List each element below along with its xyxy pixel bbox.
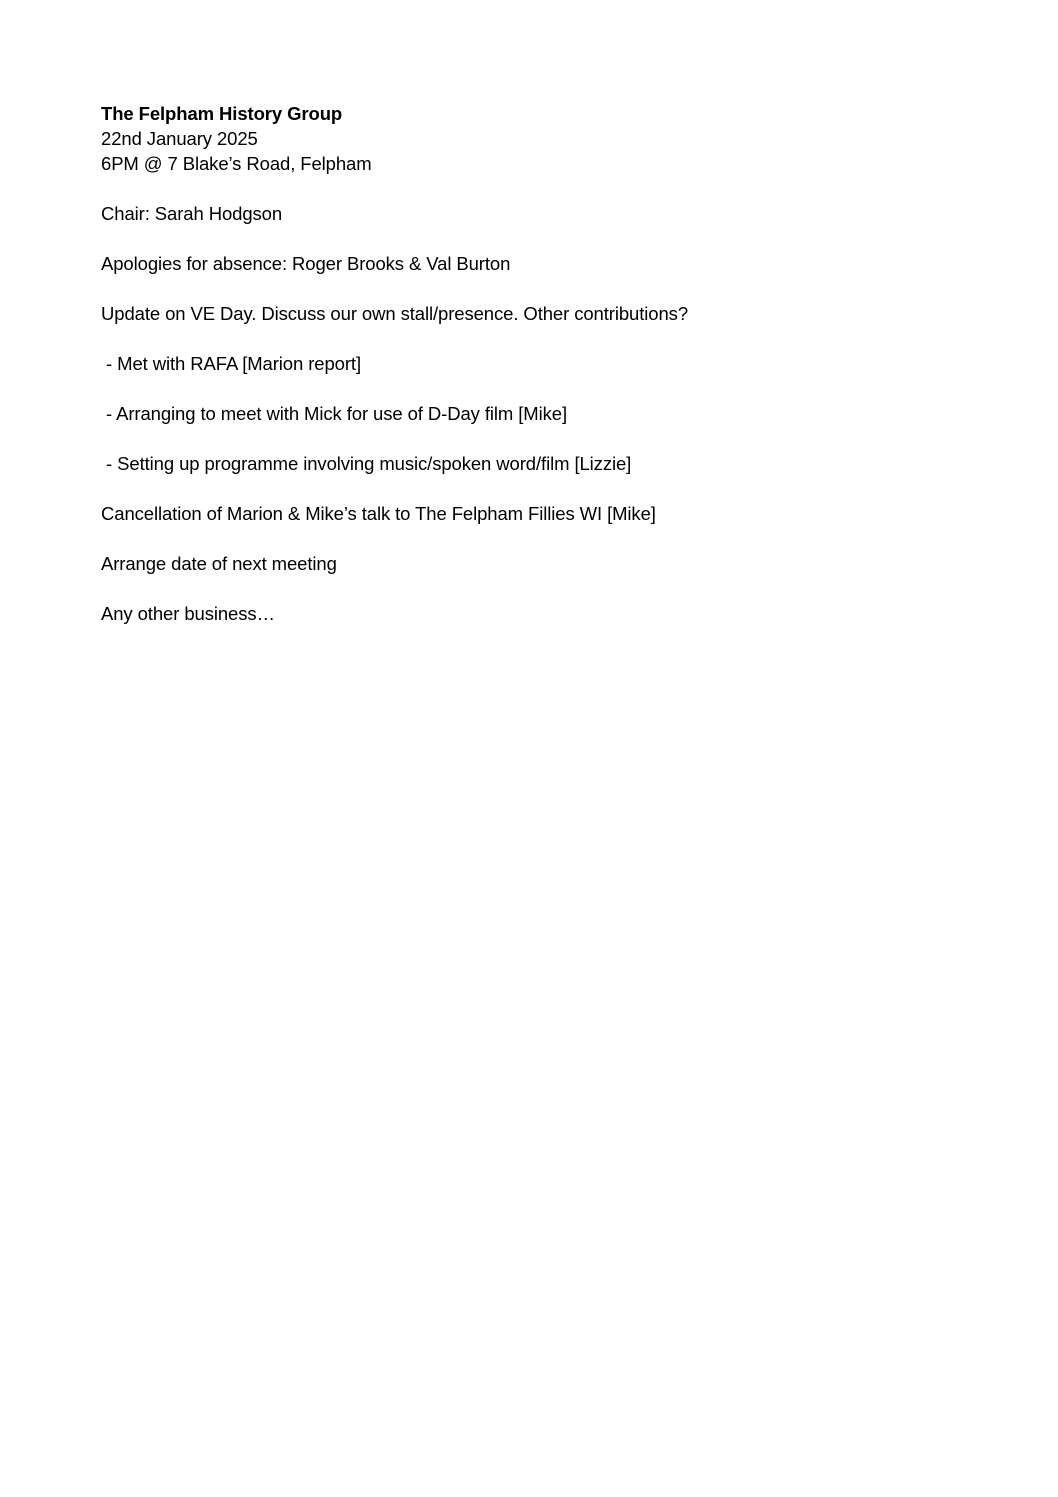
- agenda-item: Any other business…: [101, 603, 275, 624]
- agenda-content: [101, 101, 961, 626]
- agenda-item: Update on VE Day. Discuss our own stall/presence. Other contributions?: [101, 303, 689, 324]
- spacer: [101, 176, 961, 201]
- spacer: [101, 526, 961, 551]
- spacer: [101, 276, 961, 301]
- chair-line: Chair: Sarah Hodgson: [101, 203, 283, 224]
- agenda-item: Cancellation of Marion & Mike’s talk to The Felpham Fillies WI [Mike]: [101, 503, 656, 524]
- meeting-time-location: 6PM @ 7 Blake’s Road, Felpham: [101, 153, 372, 174]
- document-title: The Felpham History Group: [101, 103, 343, 124]
- apologies-line: Apologies for absence: Roger Brooks & Val Burton: [101, 253, 511, 274]
- agenda-subitem: - Setting up programme involving music/spoken word/film [Lizzie]: [101, 453, 632, 474]
- spacer: [101, 326, 961, 351]
- spacer: [101, 476, 961, 501]
- agenda-subitem: - Met with RAFA [Marion report]: [101, 353, 361, 374]
- spacer: [101, 576, 961, 601]
- agenda-item: Arrange date of next meeting: [101, 553, 337, 574]
- agenda-subitem: - Arranging to meet with Mick for use of D-Day film [Mike]: [101, 403, 567, 424]
- meeting-date: 22nd January 2025: [101, 128, 258, 149]
- spacer: [101, 426, 961, 451]
- spacer: [101, 376, 961, 401]
- spacer: [101, 226, 961, 251]
